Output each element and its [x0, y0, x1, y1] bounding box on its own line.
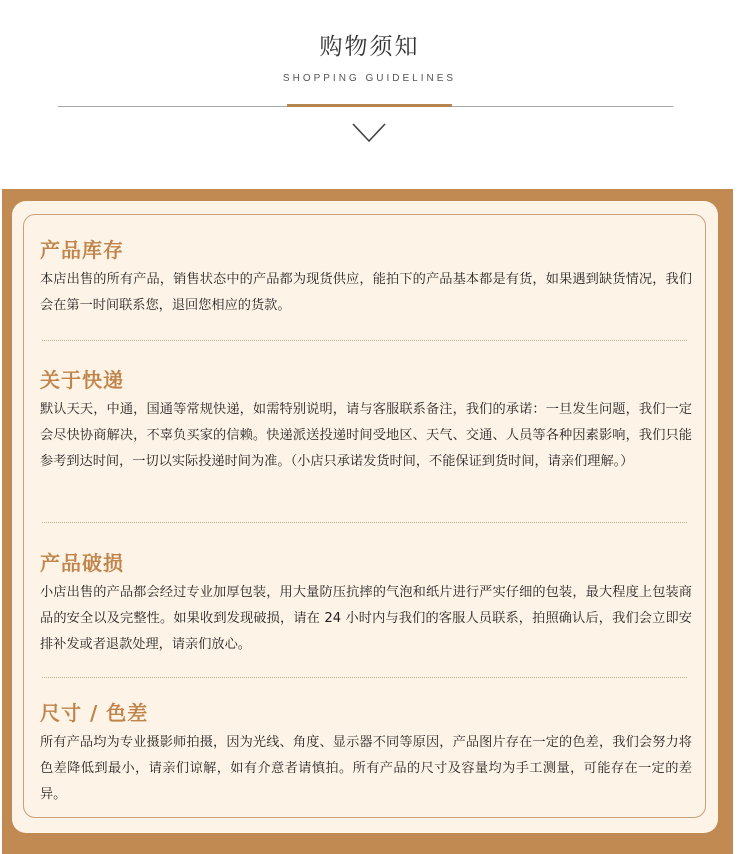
- section-body: 所有产品均为专业摄影师拍摄，因为光线、角度、显示器不同等原因，产品图片存在一定的色差，我们会努力将色差降低到最小，请亲们谅解，如有介意者请慎拍。所有产品的尺寸及容量均为手工测量，可能存在一定的差异。: [40, 735, 692, 802]
- page-subtitle: SHOPPING GUIDELINES: [282, 73, 457, 84]
- section-heading: 产品破损: [40, 551, 124, 575]
- section-divider: [42, 340, 687, 341]
- chevron-down-icon: [351, 122, 387, 144]
- section-size-color: [40, 700, 692, 808]
- section-heading: 关于快递: [40, 368, 124, 392]
- section-shipping: [40, 367, 692, 475]
- section-heading: 产品库存: [40, 238, 124, 262]
- section-heading: 尺寸 / 色差: [40, 701, 149, 725]
- section-divider: [42, 677, 687, 678]
- page-title: 购物须知: [319, 34, 420, 60]
- section-body: 默认天天，中通，国通等常规快递，如需特别说明，请与客服联系备注，我们的承诺：一旦发生问题，我们一定会尽快协商解决，不辜负买家的信赖。快递派送投递时间受地区、天气、交通、人员等各种因素影响，我们只能参考到达时间，一切以实际投递时间为准。（小店只承诺发货时间，不能保证到货时间，请亲们理解。）: [40, 402, 692, 469]
- section-inventory: [40, 237, 692, 319]
- header-accent-bar: [287, 104, 452, 107]
- section-body: 本店出售的所有产品，销售状态中的产品都为现货供应，能拍下的产品基本都是有货，如果遇到缺货情况，我们会在第一时间联系您，退回您相应的货款。: [40, 272, 692, 313]
- section-body: 小店出售的产品都会经过专业加厚包装，用大量防压抗摔的气泡和纸片进行严实仔细的包装，最大程度上包装商品的安全以及完整性。如果收到发现破损，请在 24 小时内与我们的客服人员联系，拍照确认后，我们会立即安排补发或者退款处理，请亲们放心。: [40, 585, 692, 652]
- section-damage: [40, 550, 692, 658]
- section-divider: [42, 522, 687, 523]
